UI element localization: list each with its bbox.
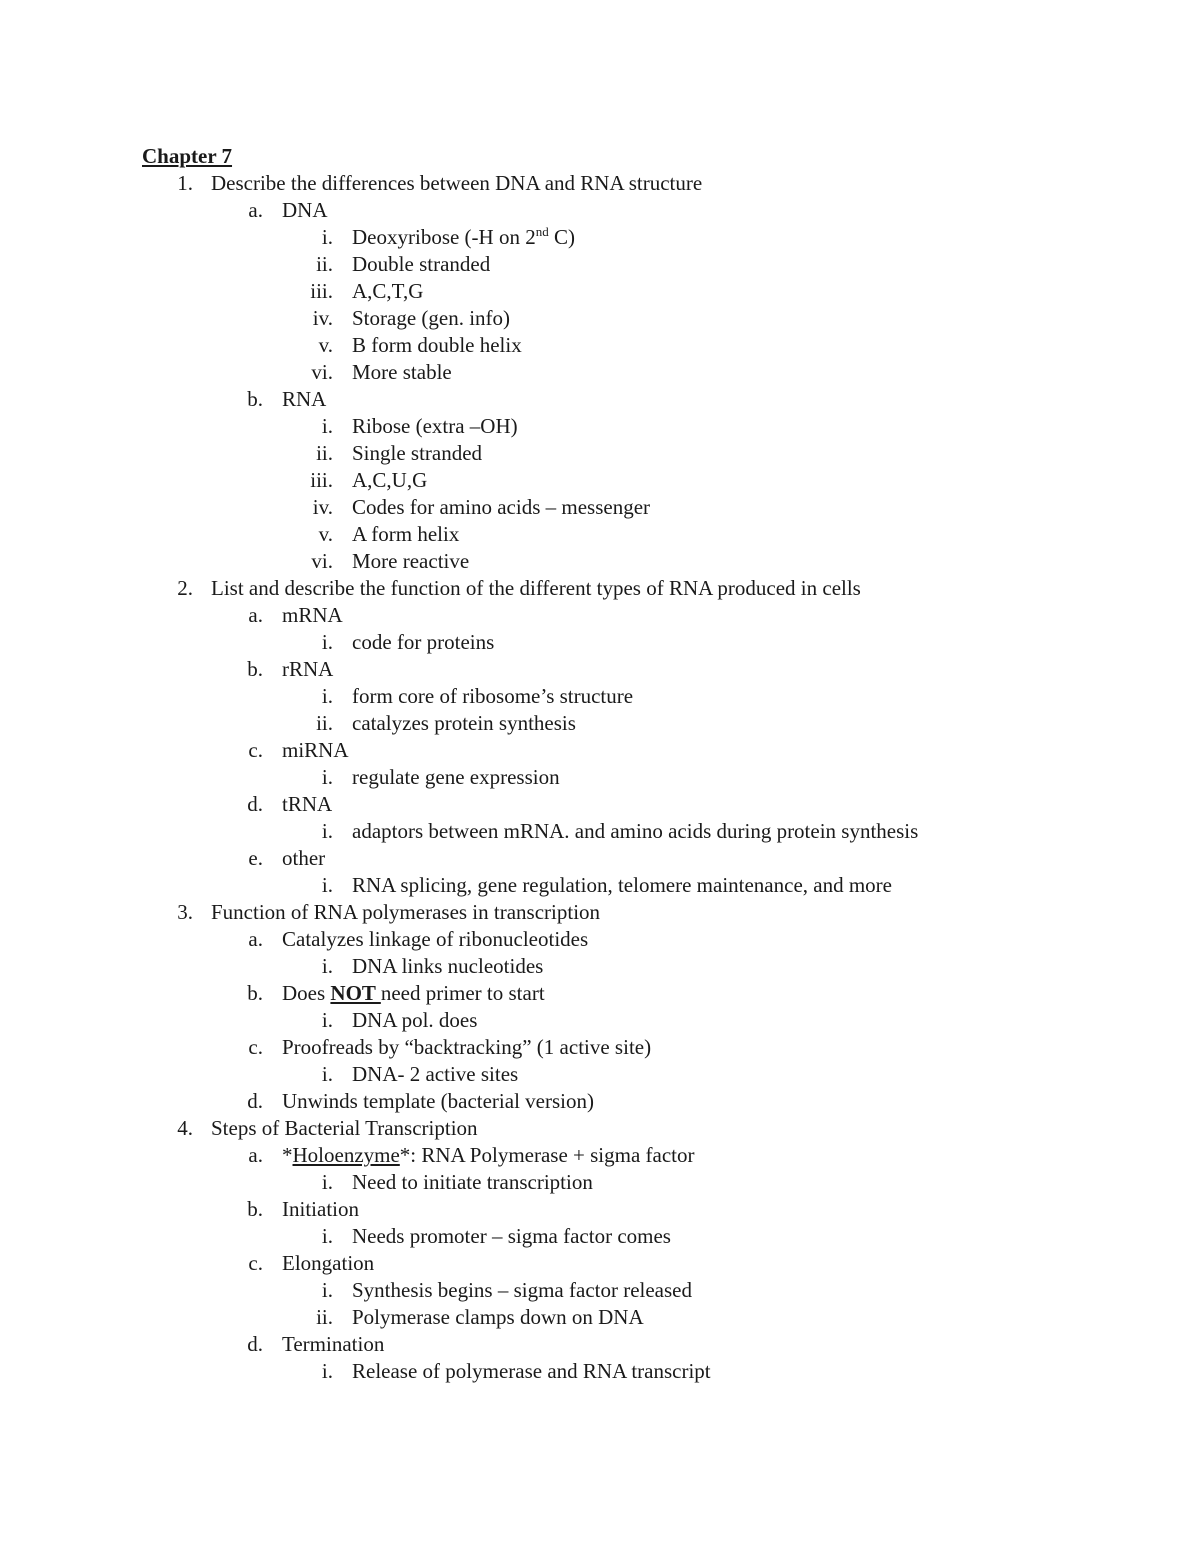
list-marker: c. — [248, 1035, 263, 1059]
list-marker: iv. — [312, 306, 333, 330]
list-item-text: other — [282, 846, 326, 870]
superscript-text: nd — [535, 224, 549, 239]
list-marker: c. — [248, 738, 263, 762]
list-marker: iv. — [312, 495, 333, 519]
text-segment: *: RNA Polymerase + sigma factor — [399, 1143, 695, 1167]
page-title: Chapter 7 — [142, 144, 233, 168]
list-marker: ii. — [316, 711, 333, 735]
list-marker: d. — [247, 1089, 263, 1113]
list-item-text: RNA splicing, gene regulation, telomere maintenance, and more — [352, 873, 892, 897]
list-item-text: Termination — [282, 1332, 385, 1356]
list-marker: d. — [247, 792, 263, 816]
list-marker: i. — [321, 630, 333, 654]
list-item-text: More reactive — [352, 549, 470, 573]
list-marker: i. — [321, 1359, 333, 1383]
list-item-text: Needs promoter – sigma factor comes — [352, 1224, 671, 1248]
list-marker: ii. — [316, 441, 333, 465]
list-item-text: Codes for amino acids – messenger — [352, 495, 651, 519]
list-item-text: code for proteins — [352, 630, 495, 654]
list-item-text: Catalyzes linkage of ribonucleotides — [282, 927, 589, 951]
list-marker: a. — [248, 603, 263, 627]
list-marker: b. — [247, 387, 263, 411]
list-item-text: Storage (gen. info) — [352, 306, 511, 330]
list-marker: i. — [321, 1170, 333, 1194]
list-marker: i. — [321, 1062, 333, 1086]
text-segment: C) — [548, 225, 575, 249]
list-marker: i. — [321, 1224, 333, 1248]
list-marker: b. — [247, 657, 263, 681]
list-marker: i. — [321, 765, 333, 789]
list-item-text: A,C,T,G — [352, 279, 424, 303]
list-item-text: Need to initiate transcription — [352, 1170, 593, 1194]
list-item-text: DNA — [282, 198, 328, 222]
list-item-text: Initiation — [282, 1197, 359, 1221]
list-item-text: Ribose (extra –OH) — [352, 414, 518, 438]
list-item-text: Describe the differences between DNA and RNA structure — [211, 171, 703, 195]
list-item-text: RNA — [282, 387, 327, 411]
list-marker: i. — [321, 1278, 333, 1302]
list-item-text: regulate gene expression — [352, 765, 560, 789]
list-item-text: Single stranded — [352, 441, 483, 465]
list-item-text: DNA links nucleotides — [352, 954, 544, 978]
list-item-text: Double stranded — [352, 252, 491, 276]
list-marker: v. — [318, 522, 333, 546]
list-marker: 1. — [177, 171, 193, 195]
list-marker: c. — [248, 1251, 263, 1275]
list-item-text: DNA- 2 active sites — [352, 1062, 519, 1086]
text-segment: Does — [282, 981, 331, 1005]
list-item-text: rRNA — [282, 657, 334, 681]
list-marker: i. — [321, 954, 333, 978]
list-marker: vi. — [311, 549, 333, 573]
list-item-text: Synthesis begins – sigma factor released — [352, 1278, 692, 1302]
list-item-text: miRNA — [282, 738, 349, 762]
list-item-text: Release of polymerase and RNA transcript — [352, 1359, 711, 1383]
list-item-text: Steps of Bacterial Transcription — [211, 1116, 478, 1140]
list-marker: d. — [247, 1332, 263, 1356]
list-marker: ii. — [316, 252, 333, 276]
list-marker: a. — [248, 927, 263, 951]
list-item-text: B form double helix — [352, 333, 522, 357]
list-marker: b. — [247, 1197, 263, 1221]
list-marker: i. — [321, 414, 333, 438]
list-marker: ii. — [316, 1305, 333, 1329]
text-segment: Deoxyribose (-H on 2 — [352, 225, 536, 249]
list-marker: 4. — [177, 1116, 193, 1140]
list-item-text: mRNA — [282, 603, 343, 627]
underlined-text: Holoenzyme — [292, 1143, 400, 1167]
list-marker: i. — [321, 684, 333, 708]
list-item-text: Polymerase clamps down on DNA — [352, 1305, 644, 1329]
text-segment: * — [282, 1143, 293, 1167]
list-marker: iii. — [310, 279, 333, 303]
list-item-text: Function of RNA polymerases in transcription — [211, 900, 601, 924]
list-marker: i. — [321, 873, 333, 897]
list-item-text: adaptors between mRNA. and amino acids during protein synthesis — [352, 819, 919, 843]
list-item-text — [282, 980, 545, 1007]
list-item-text: form core of ribosome’s structure — [352, 684, 634, 708]
list-marker: 2. — [177, 576, 193, 600]
list-marker: a. — [248, 1143, 263, 1167]
list-item-text: tRNA — [282, 792, 333, 816]
list-marker: 3. — [177, 900, 193, 924]
list-marker: e. — [248, 846, 263, 870]
list-item-text: Elongation — [282, 1251, 375, 1275]
list-item-text: Proofreads by “backtracking” (1 active site) — [282, 1035, 652, 1059]
list-marker: v. — [318, 333, 333, 357]
list-item-text: catalyzes protein synthesis — [352, 711, 576, 735]
list-item-text — [282, 1142, 695, 1169]
list-item-text: More stable — [352, 360, 452, 384]
list-item-text: DNA pol. does — [352, 1008, 478, 1032]
list-marker: a. — [248, 198, 263, 222]
list-item-text: Unwinds template (bacterial version) — [282, 1089, 594, 1113]
text-segment: need primer to start — [380, 981, 545, 1005]
list-item-text: List and describe the function of the different types of RNA produced in cells — [211, 576, 861, 600]
list-item-text: A,C,U,G — [352, 468, 428, 492]
list-marker: b. — [247, 981, 263, 1005]
list-item-text — [352, 224, 575, 251]
list-marker: iii. — [310, 468, 333, 492]
list-marker: i. — [321, 1008, 333, 1032]
list-marker: vi. — [311, 360, 333, 384]
bold-underlined-text: NOT — [330, 981, 381, 1005]
list-item-text: A form helix — [352, 522, 460, 546]
list-marker: i. — [321, 225, 333, 249]
list-marker: i. — [321, 819, 333, 843]
